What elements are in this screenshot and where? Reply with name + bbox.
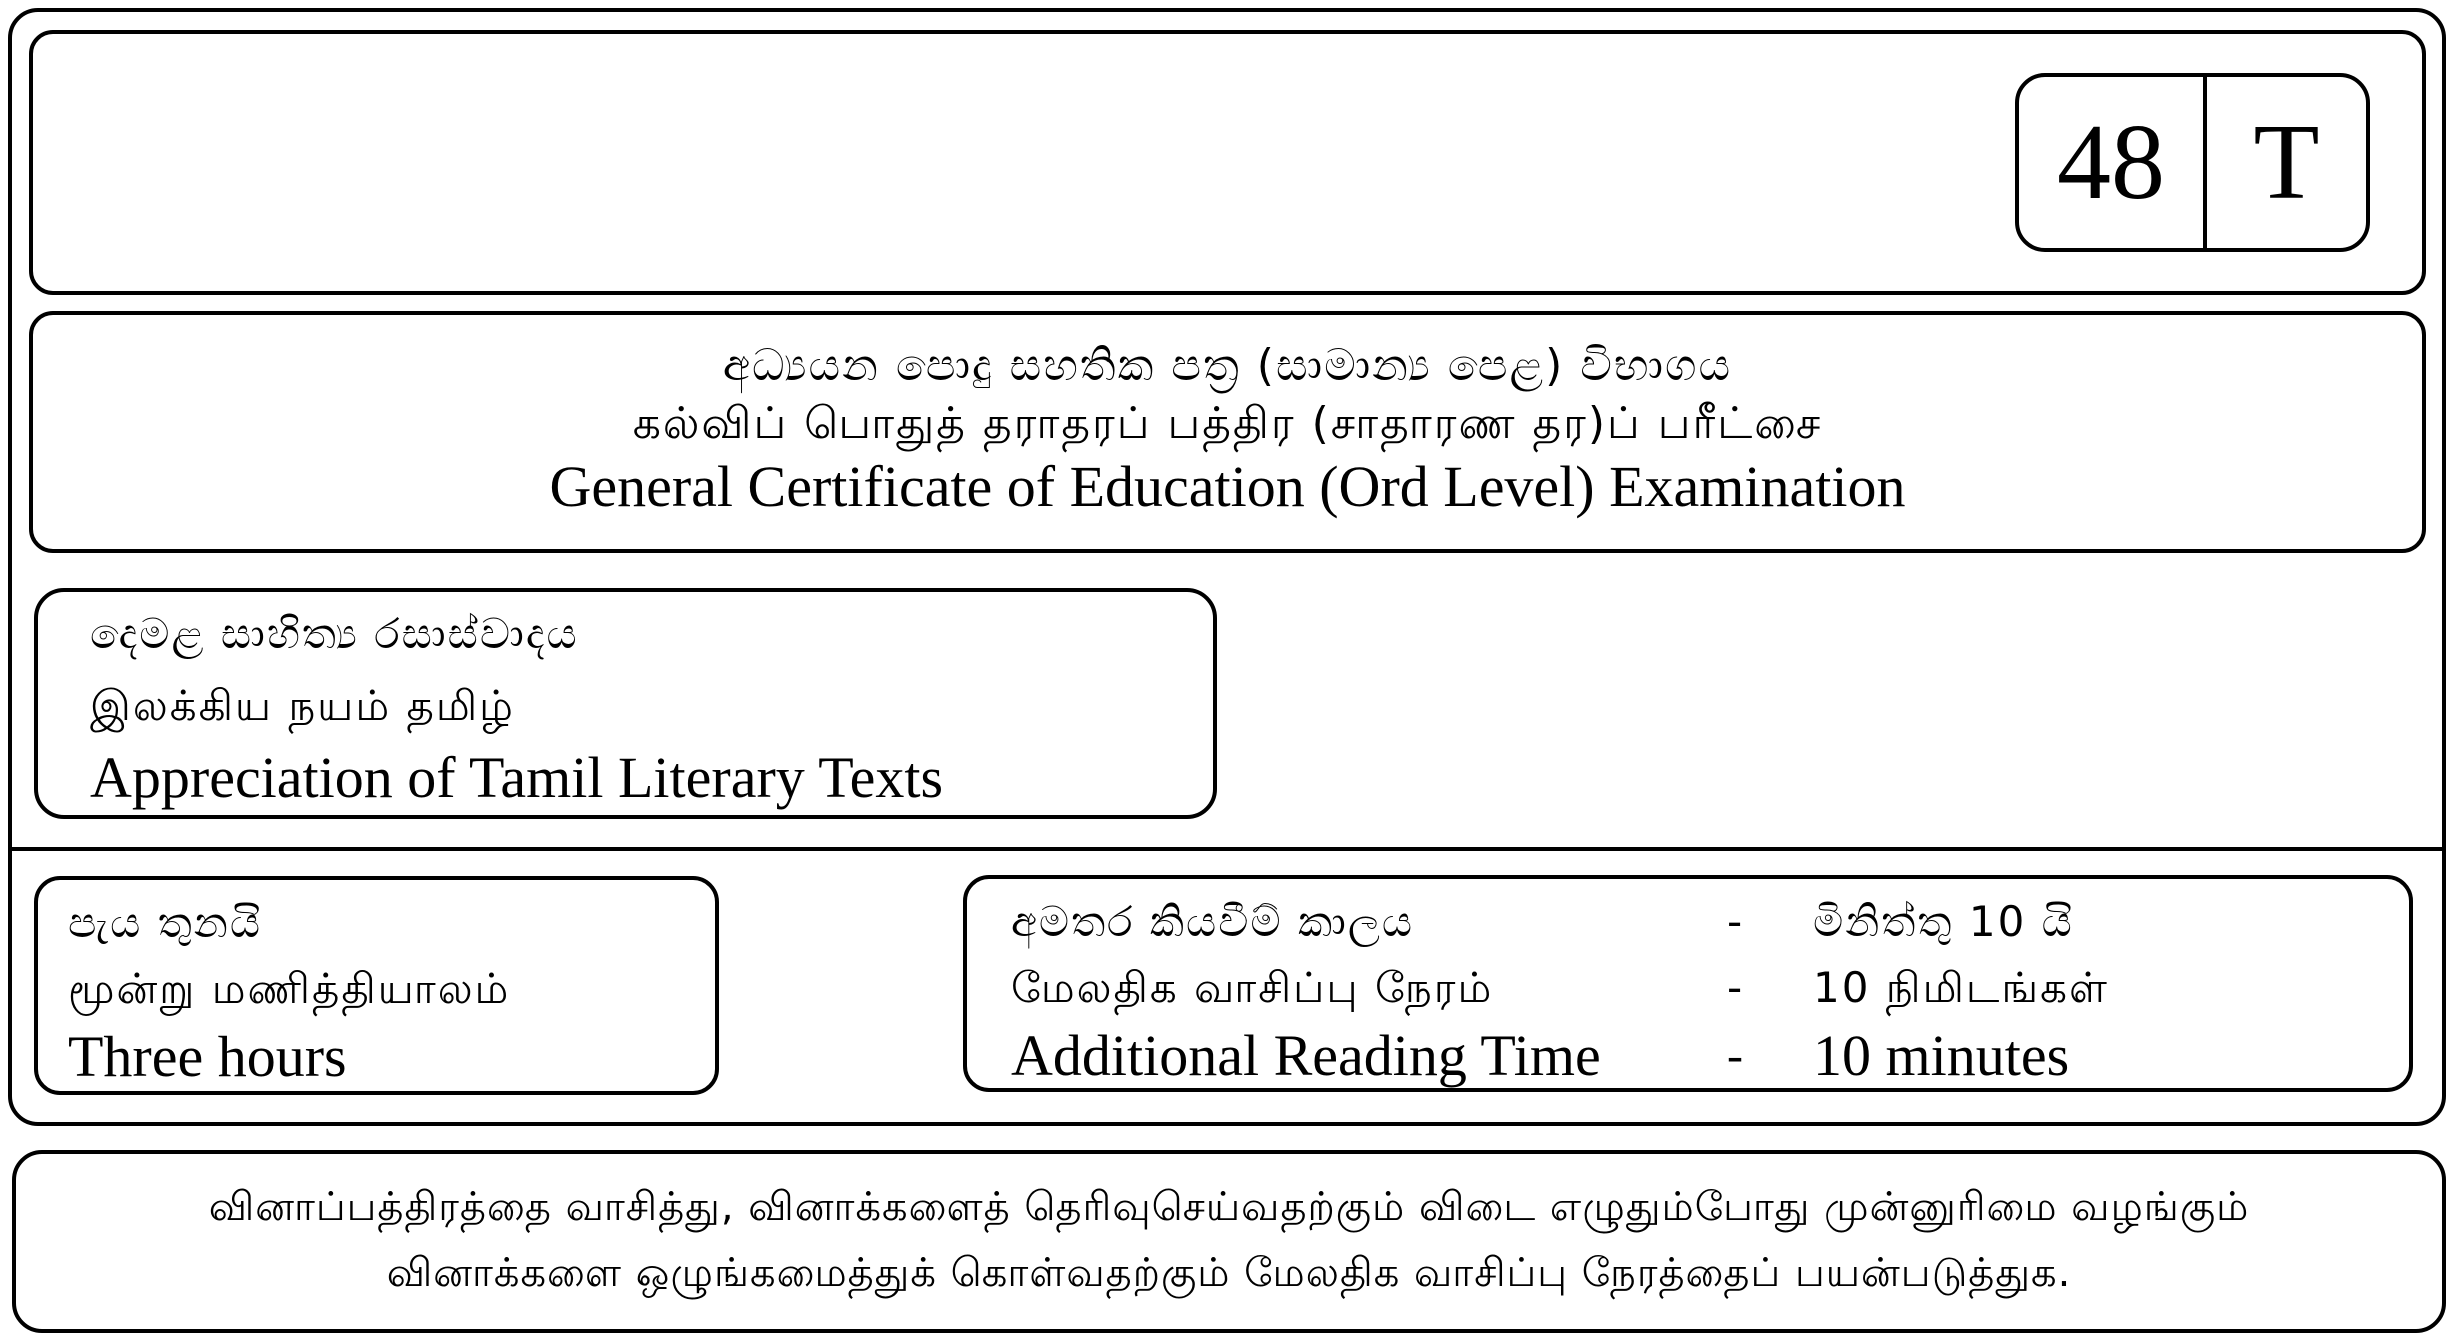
reading-value-tamil: 10 நிமிடங்கள்	[1813, 963, 2109, 1012]
subject-sinhala: දෙමළ සාහිත්‍ය රසාස්වාදය	[90, 609, 579, 658]
instructions-line-1: வினாப்பத்திரத்தை வாசித்து, வினாக்களைத் தெரிவுசெய்வதற்கும் விடை எழுதும்போது முன்னுரிமை வழங்கும்	[208, 1184, 2250, 1230]
reading-time-panel	[963, 875, 2413, 1092]
exam-title-english: General Certificate of Education (Ord Level) Examination	[549, 454, 1906, 519]
paper-code-badge	[2015, 73, 2370, 252]
duration-english: Three hours	[68, 1024, 347, 1089]
reading-value-sinhala: මිනිත්තු 10 යි	[1813, 897, 2074, 946]
exam-title-tamil: கல்விப் பொதுத் தராதரப் பத்திர (சாதாரண தர)ப் பரீட்சை	[632, 398, 1823, 449]
exam-title-panel	[29, 311, 2426, 553]
duration-panel	[34, 876, 719, 1095]
reading-dash-tamil: -	[1727, 963, 1745, 1012]
section-divider	[8, 847, 2446, 851]
instructions-panel	[12, 1150, 2446, 1333]
reading-dash-english: -	[1727, 1029, 1743, 1082]
instructions-line-2: வினாக்களை ஒழுங்கமைத்துக் கொள்வதற்கும் மேலதிக வாசிப்பு நேரத்தைப் பயன்படுத்துக.	[386, 1250, 2072, 1296]
reading-label-tamil: மேலதிக வாசிப்பு நேரம்	[1011, 963, 1494, 1012]
subject-tamil: இலக்கிய நயம் தமிழ்	[90, 681, 515, 730]
subject-panel	[34, 588, 1217, 819]
paper-code-number: 48	[2019, 77, 2207, 248]
reading-dash-sinhala: -	[1727, 897, 1745, 946]
duration-sinhala: පැය තුනයි	[68, 898, 263, 947]
duration-tamil: மூன்று மணித்தியாலம்	[68, 964, 511, 1013]
reading-label-sinhala: අමතර කියවීම් කාලය	[1011, 897, 1415, 946]
reading-value-english: 10 minutes	[1813, 1023, 2070, 1088]
reading-label-english: Additional Reading Time	[1011, 1023, 1601, 1088]
exam-title-sinhala: අධ්‍යයන පොදු සහතික පත්‍ර (සාමාන්‍ය පෙළ) විභාගය	[722, 340, 1733, 391]
subject-english: Appreciation of Tamil Literary Texts	[90, 745, 944, 810]
paper-medium-letter: T	[2253, 102, 2320, 222]
